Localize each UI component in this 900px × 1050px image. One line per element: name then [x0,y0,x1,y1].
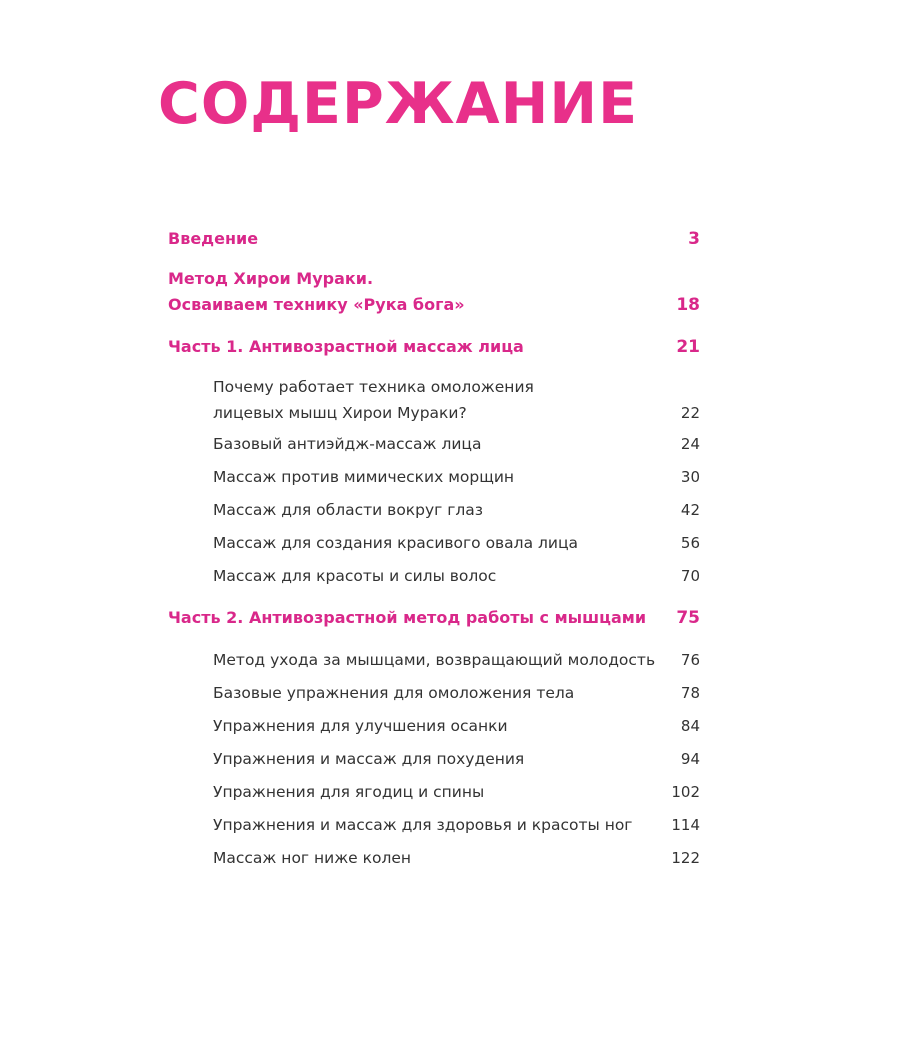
toc-entry[interactable] [168,713,700,739]
toc-entry-title: Базовые упражнения для омоложения тела [213,684,575,702]
toc-entry[interactable] [168,464,700,490]
toc-entry-title: Массаж ног ниже колен [213,849,412,867]
toc-entry[interactable] [168,563,700,589]
toc-entry-method[interactable] [168,266,700,318]
toc-page-number: 75 [676,608,700,628]
toc-entry-title: Массаж против мимических морщин [213,468,515,486]
toc-page-number: 102 [671,783,700,801]
toc-entry-title: Часть 1. Антивозрастной массаж лица [168,337,524,356]
toc-page-number: 22 [680,404,700,422]
toc-page-number: 70 [680,567,700,585]
toc-entry[interactable] [168,374,700,426]
toc-page-number: 42 [680,501,700,519]
toc-entry[interactable] [168,431,700,457]
toc-entry-title: Упражнения для улучшения осанки [213,717,508,735]
toc-page-number: 114 [671,816,700,834]
toc-entry[interactable] [168,530,700,556]
toc-entry[interactable] [168,680,700,706]
toc-page-number: 78 [680,684,700,702]
toc-page-number: 84 [680,717,700,735]
toc-entry-title: Почему работает техника омоложения лицевых мышц Хирои Мураки? [213,378,534,422]
toc-page-number: 21 [676,337,700,357]
toc-page-number: 56 [680,534,700,552]
toc-entry-title: Введение [168,229,259,248]
toc-entry[interactable] [168,845,700,871]
toc-entry-title: Метод Хирои Мураки. Осваиваем технику «Рука бога» [168,269,465,314]
toc-entry-title: Массаж для области вокруг глаз [213,501,484,519]
toc-entry[interactable] [168,779,700,805]
toc-entry-title: Упражнения и массаж для здоровья и красоты ног [213,816,633,834]
toc-entry[interactable] [168,812,700,838]
toc-entry-part-2[interactable] [168,605,700,631]
toc-entry-title: Массаж для создания красивого овала лица [213,534,579,552]
toc-entry-title: Массаж для красоты и силы волос [213,567,497,585]
toc-page-number: 24 [680,435,700,453]
toc-page-number: 94 [680,750,700,768]
page-title: СОДЕРЖАНИЕ [158,71,638,137]
toc-entry-introduction[interactable] [168,226,700,252]
toc-entry[interactable] [168,746,700,772]
toc-page-number: 3 [688,229,700,249]
toc-entry[interactable] [168,647,700,673]
toc-entry-part-1[interactable] [168,334,700,360]
toc-page-number: 30 [680,468,700,486]
toc-page-number: 122 [671,849,700,867]
toc-entry-title: Упражнения и массаж для похудения [213,750,525,768]
toc-page-number: 18 [676,295,700,315]
toc-entry-title: Базовый антиэйдж-массаж лица [213,435,482,453]
toc-page-number: 76 [680,651,700,669]
toc-entry-title: Часть 2. Антивозрастной метод работы с мышцами [168,608,647,627]
toc-entry-title: Упражнения для ягодиц и спины [213,783,485,801]
toc-entry-title: Метод ухода за мышцами, возвращающий молодость [213,651,656,669]
toc-entry[interactable] [168,497,700,523]
